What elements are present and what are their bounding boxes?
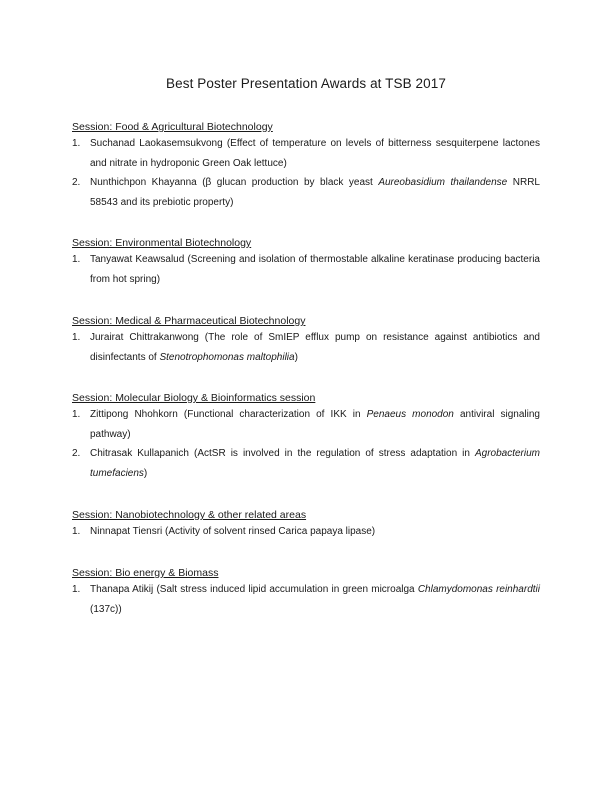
list-item — [72, 134, 540, 173]
item-text: Ninnapat Tiensri (Activity of solvent rinsed Carica papaya lipase) — [90, 526, 376, 537]
item-number: 2. — [72, 448, 81, 459]
section-heading: Session: Environmental Biotechnology — [72, 237, 252, 249]
item-text: Thanapa Atikij (Salt stress induced lipid accumulation in green microalga Chlamydomonas reinhardtii (137c)) — [90, 584, 540, 615]
item-text: Zittipong Nhohkorn (Functional characterization of IKK in Penaeus monodon antiviral signaling pathway) — [90, 409, 540, 440]
section-food-agricultural — [72, 120, 540, 212]
list-item — [72, 580, 540, 619]
item-number: 1. — [72, 526, 81, 537]
section-heading: Session: Nanobiotechnology & other related areas — [72, 509, 307, 521]
section-heading: Session: Food & Agricultural Biotechnology — [72, 121, 273, 133]
list-item — [72, 328, 540, 367]
list-item — [72, 250, 540, 289]
page-title: Best Poster Presentation Awards at TSB 2017 — [166, 76, 446, 91]
item-text: Suchanad Laokasemsukvong (Effect of temperature on levels of bitterness sesquiterpene lactones and nitrate in hydroponic Green Oak lettuce) — [90, 138, 540, 169]
list-item — [72, 405, 540, 444]
item-text: Nunthichpon Khayanna (β glucan production by black yeast Aureobasidium thailandense NRRL 58543 and its prebiotic property) — [90, 177, 540, 208]
item-text: Juraira​t Chittrakanwong (The role of SmIEP efflux pump on resistance against antibiotics and disinfectants of Stenotrophomonas maltophilia) — [90, 332, 540, 363]
item-text: Chitrasak Kullapanich (ActSR is involved in the regulation of stress adaptation in Agrobacterium tumefaciens) — [90, 448, 540, 479]
section-molecular-bioinformatics — [72, 391, 540, 483]
item-text: Tanyawat Keawsalud (Screening and isolation of thermostable alkaline keratinase producing bacteria from hot spring) — [90, 254, 540, 285]
section-heading: Session: Molecular Biology & Bioinformatics session — [72, 392, 316, 404]
section-bio-energy — [72, 566, 540, 619]
item-number: 1. — [72, 409, 81, 420]
list-item — [72, 444, 540, 483]
section-environmental — [72, 236, 540, 289]
item-number: 1. — [72, 254, 81, 265]
list-item — [72, 522, 540, 542]
section-nanobiotechnology — [72, 508, 540, 542]
item-number: 2. — [72, 177, 81, 188]
item-number: 1. — [72, 332, 81, 343]
item-number: 1. — [72, 584, 81, 595]
section-heading: Session: Bio energy & Biomass — [72, 567, 219, 579]
item-number: 1. — [72, 138, 81, 149]
section-heading: Session: Medical & Pharmaceutical Biotechnology — [72, 315, 306, 327]
list-item — [72, 173, 540, 212]
section-medical-pharmaceutical — [72, 314, 540, 367]
